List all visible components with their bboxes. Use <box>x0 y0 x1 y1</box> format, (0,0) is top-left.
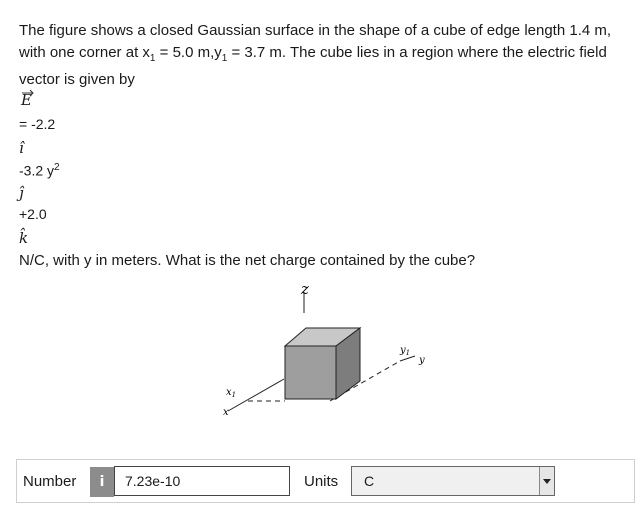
units-label: Units <box>304 473 339 490</box>
term-j-coefficient: -3.2 $y^2$ <box>19 162 60 179</box>
z-axis-label: z <box>301 283 309 298</box>
units-select[interactable] <box>351 466 555 496</box>
number-label: Number <box>23 473 77 490</box>
question-text <box>19 20 631 91</box>
i-hat-symbol: î <box>19 139 24 157</box>
cube-figure <box>200 283 440 423</box>
answer-panel <box>16 459 635 503</box>
x-axis-label: x <box>223 407 229 418</box>
question-line-2: with one corner at $x_1 = 5.0$ $m,y_1 = 3.7$ m. The cube lies in a region where the electric field <box>19 43 607 64</box>
j-hat-symbol: ĵ <box>19 184 24 202</box>
info-icon[interactable]: i <box>90 467 114 497</box>
question-line-3: vector is given by <box>19 71 135 88</box>
e-vector-symbol: E <box>21 91 32 109</box>
vector-arrow-icon <box>21 89 35 97</box>
y-axis-label: y <box>419 355 425 366</box>
term-i-coefficient: = -2.2 <box>19 116 56 132</box>
units-selected-value: C <box>364 473 375 489</box>
number-input[interactable]: 7.23e-10 <box>114 466 290 496</box>
cube-front-face <box>285 346 336 399</box>
question-line-1: The figure shows a closed Gaussian surface in the shape of a cube of edge length 1.4 m, <box>19 22 612 39</box>
k-hat-symbol: k̂ <box>19 229 29 247</box>
question-closing: N/C, with y in meters. What is the net charge contained by the cube? <box>19 252 476 269</box>
y1-label: $y_1$ <box>400 345 411 357</box>
term-k-coefficient: +2.0 <box>19 206 47 222</box>
chevron-down-icon[interactable] <box>539 467 554 495</box>
x-axis-line <box>228 379 284 411</box>
x1-label: $x_1$ <box>226 387 237 399</box>
